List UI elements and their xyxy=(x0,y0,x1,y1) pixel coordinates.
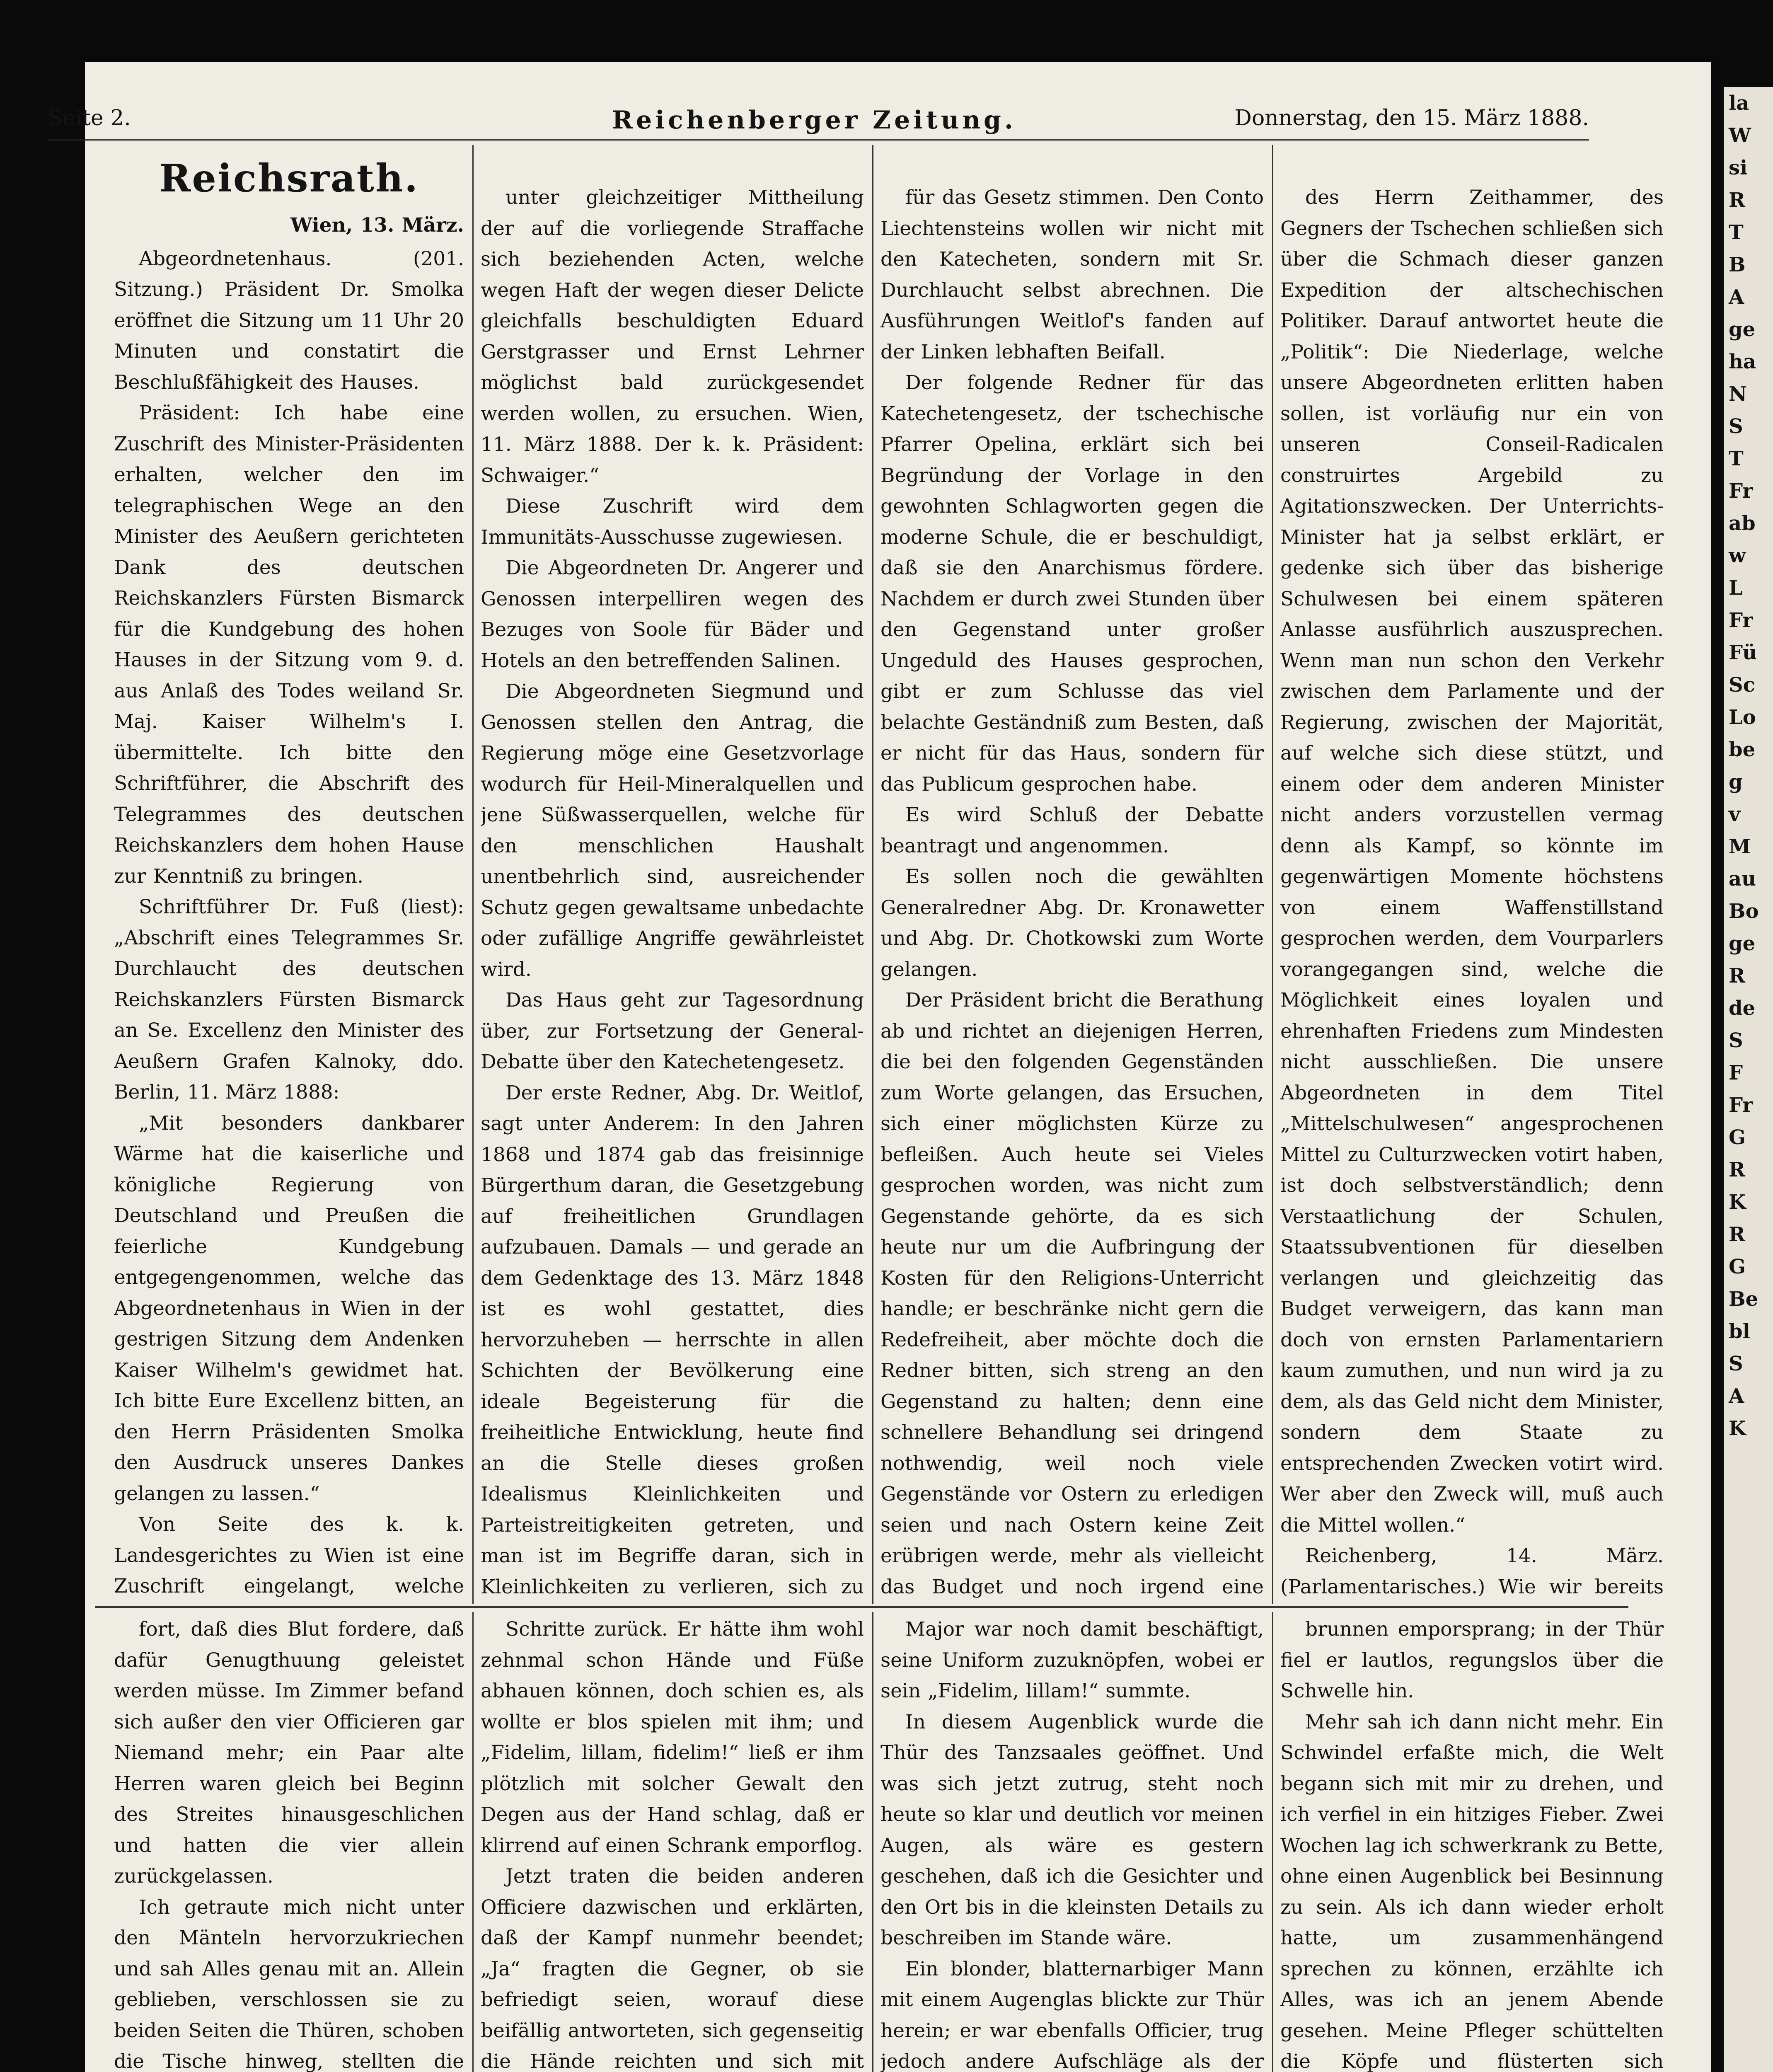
dateline: Wien, 13. März. xyxy=(290,214,464,237)
edge-text-fragment: B xyxy=(1729,253,1746,276)
section-title-reichsrath: Reichsrath. xyxy=(159,156,419,201)
edge-text-fragment: S xyxy=(1729,415,1743,438)
paragraph: Jetzt traten die beiden anderen Officiere dazwischen und erklärten, daß der Kampf nunmehr beendet; „Ja“ fragten die Gegner, ob sie befriedigt seien, worauf diese beifällig antworteten, sich gegenseitig die Hände reichten und sich mit xyxy=(481,1865,864,2072)
edge-text-fragment: F xyxy=(1729,1061,1743,1084)
paragraph: Mehr sah ich dann nicht mehr. Ein Schwindel erfaßte mich, die Welt begann sich mit mir zu drehen, und ich verfiel in ein hitziges Fieber. Zwei Wochen lag ich schwerkrank zu Bette, ohne einen Augenblick bei Besinnung zu sein. Als ich dann wieder erholt hatte, um zusammenhängend sprechen zu können, erzählte ich Alles, was ich an jenem Abende gesehen. Meine Pfleger schüttelten die Köpfe und flüsterten sich xyxy=(1280,1710,1664,2072)
paragraph: Schriftführer Dr. Fuß (liest): „Abschrift eines Telegrammes Sr. Durchlaucht des deutschen Reichskanzlers Fürsten Bismarck an Se. Excellenz den Minister des Aeußern Grafen Kalnoky, ddo. Berlin, 11. März 1888: xyxy=(114,896,464,1104)
edge-text-fragment: Lo xyxy=(1729,706,1756,729)
column-rule xyxy=(472,1612,474,2072)
paragraph: Die Abgeordneten Dr. Angerer und Genossen interpelliren wegen des Bezuges von Soole für Bäder und Hotels an den betreffenden Salinen. xyxy=(481,557,864,672)
column-inland-cont xyxy=(1280,182,1664,1602)
edge-text-fragment: R xyxy=(1729,1158,1745,1181)
edge-text-fragment: T xyxy=(1729,221,1744,244)
paragraph: „Mit besonders dankbarer Wärme hat die kaiserliche und königliche Regierung von Deutschland und Preußen die feierliche Kundgebung entgegengenommen, welche das Abgeordnetenhaus in Wien in der gestrigen Sitzung dem Andenken Kaiser Wilhelm's gewidmet hat. Ich bitte Eure Excellenz bitten, an den Herrn Präsidenten Smolka den Ausdruck unseres Dankes gelangen zu lassen.“ xyxy=(114,1111,464,1505)
edge-text-fragment: S xyxy=(1729,1352,1743,1375)
edge-text-fragment: G xyxy=(1729,1126,1746,1149)
edge-text-fragment: ab xyxy=(1729,512,1756,535)
column-rule xyxy=(472,145,474,1604)
edge-text-fragment: be xyxy=(1729,738,1756,761)
paragraph: unter gleichzeitiger Mittheilung der auf die vorliegende Straffache sich beziehenden Acten, welche wegen Haft der wegen dieser Delicte gleichfalls beschuldigten Eduard Gerstgrasser und Ernst Lehrner möglichst bald zurückgesendet werden wollen, zu ersuchen. Wien, 11. März 1888. Der k. k. Präsident: Schwaiger.“ xyxy=(481,186,864,487)
paragraph: Das Haus geht zur Tagesordnung über, zur Fortsetzung der General-Debatte über den Katechetengesetz. xyxy=(481,989,864,1073)
column-rule xyxy=(1272,145,1273,1604)
edge-text-fragment: w xyxy=(1729,544,1746,567)
edge-text-fragment: L xyxy=(1729,576,1743,600)
edge-text-fragment: R xyxy=(1729,964,1745,988)
paragraph: Reichenberg, 14. März. (Parlamentarisches.) Wie wir bereits xyxy=(1280,1544,1664,1598)
column-debate-inland xyxy=(880,182,1264,1602)
edge-text-fragment: S xyxy=(1729,1029,1743,1052)
newspaper-title: Reichenberger Zeitung. xyxy=(612,106,1016,135)
column-rule xyxy=(872,145,873,1604)
column-rule xyxy=(1272,1612,1273,2072)
edge-text-fragment: Fr xyxy=(1729,1094,1753,1117)
edge-text-fragment: R xyxy=(1729,189,1745,212)
paragraph: Präsident: Ich habe eine Zuschrift des Minister-Präsidenten erhalten, welcher den im telegraphischen Wege an den Minister des Aeußern gerichteten Dank des deutschen Reichskanzlers Fürsten Bismarck für die Kundgebung des hohen Hauses in der Sitzung vom 9. d. aus Anlaß des Todes weiland Sr. Maj. Kaiser Wilhelm's I. übermittelte. Ich bitte den Schriftführer, die Abschrift des Telegrammes des deutschen Reichskanzlers dem hohen Hause zur Kenntniß zu bringen. xyxy=(114,402,464,888)
edge-text-fragment: Fü xyxy=(1729,641,1757,664)
paragraph: In diesem Augenblick wurde die Thür des Tanzsaales geöffnet. Und was sich jetzt zutrug, steht noch heute so klar und deutlich vor meinen Augen, als wäre es gestern geschehen, daß ich die Gesichter und den Ort bis in die kleinsten Details zu beschreiben im Stande wäre. xyxy=(880,1710,1264,1949)
column-rule xyxy=(872,1612,873,2072)
edge-text-fragment: K xyxy=(1729,1191,1746,1214)
paragraph: Der Präsident bricht die Berathung ab und richtet an diejenigen Herren, die bei den folgenden Gegenständen zum Worte gelangen, das Ersuchen, sich einer möglichsten Kürze zu befleißen. Auch heute sei Vieles gesprochen worden, was nicht zum Gegenstande gehörte, da es sich heute nur um die Aufbringung der Kosten für den Religions-Unterricht handle; er beschränke nicht gern die Redefreiheit, aber möchte doch die Redner bitten, sich streng an den Gegenstand zu halten; denn eine schnellere Behandlung sei dringend nothwendig, weil noch viele Gegenstände vor Ostern zu erledigen seien und nach Ostern keine Zeit erübrigen werde, mehr als vielleicht das Budget und noch irgend eine xyxy=(880,989,1264,1598)
edge-text-fragment: W xyxy=(1729,124,1751,147)
paragraph: Ein blonder, blatternarbiger Mann mit einem Augenglas blickte zur Thür herein; er war ebenfalls Officier, trug jedoch andere Aufschläge als der xyxy=(880,1957,1264,2072)
edge-text-fragment: la xyxy=(1729,92,1749,115)
edge-text-fragment: Sc xyxy=(1729,673,1755,697)
paragraph: Ich getraute mich nicht unter den Mänteln hervorzukriechen und sah Alles genau mit an. Allein geblieben, verschlossen sie zu beiden Seiten die Thüren, schoben die Tische hinweg, stellten die xyxy=(114,1895,464,2072)
feuilleton-column xyxy=(114,1614,464,2072)
edge-text-fragment: A xyxy=(1729,286,1744,309)
edge-text-fragment: A xyxy=(1729,1385,1744,1408)
edge-text-fragment: de xyxy=(1729,997,1756,1020)
edge-text-fragment: ha xyxy=(1729,350,1756,373)
feuilleton-column xyxy=(1280,1614,1664,2072)
paragraph: Es sollen noch die gewählten Generalredner Abg. Dr. Kronawetter und Abg. Dr. Chotkowski zum Worte gelangen. xyxy=(880,865,1264,981)
edge-text-fragment: K xyxy=(1729,1417,1746,1440)
paragraph: Die Abgeordneten Siegmund und Genossen stellen den Antrag, die Regierung möge eine Gesetzvorlage wodurch für Heil-Mineralquellen und jene Süßwasserquellen, welche für den menschlichen Haushalt unentbehrlich sind, ausreichender Schutz gegen gewaltsame unbedachte oder zufällige Angriffe gewährleistet wird. xyxy=(481,680,864,981)
edge-text-fragment: au xyxy=(1729,867,1756,891)
paragraph: Major war noch damit beschäftigt, seine Uniform zuzuknöpfen, wobei er sein „Fidelim, lillam!“ summte. xyxy=(880,1618,1264,1702)
paragraph: für das Gesetz stimmen. Den Conto Liechtensteins wollen wir nicht mit den Katecheten, sondern mit Sr. Durchlaucht selbst abrechnen. Die Ausführungen Weitlof's fanden auf der Linken lebhaften Beifall. xyxy=(880,186,1264,363)
edge-text-fragment: T xyxy=(1729,447,1744,470)
page-header xyxy=(48,89,1589,141)
paragraph: Abgeordnetenhaus. (201. Sitzung.) Präsident Dr. Smolka eröffnet die Sitzung um 11 Uhr 20 Minuten und constatirt die Beschlußfähigkeit des Hauses. xyxy=(114,247,464,394)
edge-text-fragment: Fr xyxy=(1729,609,1753,632)
edge-text-fragment: Fr xyxy=(1729,479,1753,503)
edge-text-fragment: G xyxy=(1729,1255,1746,1278)
edge-text-fragment: ge xyxy=(1729,932,1756,955)
edge-text-fragment: si xyxy=(1729,156,1748,179)
paragraph: des Herrn Zeithammer, des Gegners der Tschechen schließen sich über die Schmach dieser ganzen Expedition der altschechischen Politiker. Darauf antwortet heute die „Politik“: Die Niederlage, welche unsere Abgeordneten erlitten haben sollen, ist vorläufig nur ein von unseren Conseil-Radicalen construirtes Argebild zu Agitationszwecken. Der Unterrichts-Minister hat ja selbst erklärt, er gedenke sich über das bisherige Schulwesen bei einem späteren Anlasse ausführlich auszusprechen. Wenn man nun schon den Verkehr zwischen dem Parlamente und der Regierung, zwischen der Majorität, auf welche sich diese stützt, und einem oder dem anderen Minister nicht anders vorzustellen vermag denn als Kampf, so könnte im gegenwärtigen Momente höchstens von einem Waffenstillstand gesprochen werden, dem Vourparlers vorangegangen sind, welche die Möglichkeit eines loyalen und ehrenhaften Friedens zum Mindesten nicht ausschließen. Die unsere Abgeordneten in dem Titel „Mittelschulwesen“ angesprochenen Mittel zu Culturzwecken votirt haben, ist doch selbstverständlich; denn Verstaatlichung der Schulen, Staatssubventionen für dieselben verlangen und gleichzeitig das Budget verweigern, das kann man doch von ernsten Parlamentariern kaum zumuthen, und nun wird ja zu dem, als das Geld nicht dem Minister, sondern dem Staate zu entsprechenden Zwecken votirt wird. Wer aber den Zweck will, muß auch die Mittel wollen.“ xyxy=(1280,186,1664,1537)
feuilleton-rule xyxy=(95,1606,1628,1608)
edge-text-fragment: v xyxy=(1729,803,1740,826)
paragraph: Es wird Schluß der Debatte beantragt und angenommen. xyxy=(880,804,1264,857)
paragraph: fort, daß dies Blut fordere, daß dafür Genugthuung geleistet werden müsse. Im Zimmer befand sich außer den vier Officieren gar Niemand mehr; ein Paar alte Herren waren gleich bei Beginn des Streites hinausgeschlichen und hatten die vier allein zurückgelassen. xyxy=(114,1618,464,1888)
edge-text-fragment: Bo xyxy=(1729,900,1759,923)
paragraph: brunnen emporsprang; in der Thür fiel er lautlos, regungslos über die Schwelle hin. xyxy=(1280,1618,1664,1702)
column-reichsrath-cont xyxy=(481,182,864,1602)
edge-text-fragment: N xyxy=(1729,382,1747,406)
adjacent-page-edge xyxy=(1724,87,1773,2072)
edge-text-fragment: bl xyxy=(1729,1320,1750,1343)
feuilleton-column xyxy=(481,1614,864,2072)
edge-text-fragment: g xyxy=(1729,770,1743,794)
paragraph: Der erste Redner, Abg. Dr. Weitlof, sagt unter Anderem: In den Jahren 1868 und 1874 gab das freisinnige Bürgerthum daran, die Gesetzgebung auf freiheitlichen Grundlagen aufzubauen. Damals — und gerade an dem Gedenktage des 13. März 1848 ist es wohl gestattet, dies hervorzuheben — herrschte in allen Schichten der Bevölkerung eine ideale Begeisterung für die freiheitliche Entwicklung, heute find an die Stelle dieses großen Idealismus Kleinlichkeiten und Parteistreitigkeiten getreten, und man ist im Begriffe daran, sich in Kleinlichkeiten zu verlieren, sich zu xyxy=(481,1081,864,1598)
feuilleton-column xyxy=(880,1614,1264,2072)
issue-date: Donnerstag, den 15. März 1888. xyxy=(1234,106,1589,131)
paragraph: Diese Zuschrift wird dem Immunitäts-Ausschusse zugewiesen. xyxy=(481,495,864,549)
column-reichsrath xyxy=(114,151,464,1602)
edge-text-fragment: Be xyxy=(1729,1288,1758,1311)
page-number: Seite 2. xyxy=(48,106,131,131)
paragraph: Von Seite des k. k. Landesgerichtes zu Wien ist eine Zuschrift eingelangt, welche xyxy=(114,1513,464,1598)
edge-text-fragment: ge xyxy=(1729,318,1756,341)
edge-text-fragment: R xyxy=(1729,1223,1745,1246)
edge-text-fragment: M xyxy=(1729,835,1751,858)
paragraph: Schritte zurück. Er hätte ihm wohl zehnmal schon Hände und Füße abhauen können, doch schien es, als wollte er blos spielen mit ihm; und „Fidelim, lillam, fidelim!“ ließ er ihm plötzlich mit solcher Gewalt den Degen aus der Hand schlag, daß er klirrend auf einen Schrank emporflog. xyxy=(481,1618,864,1857)
paragraph: Der folgende Redner für das Katechetengesetz, der tschechische Pfarrer Opelina, erklärt sich bei Begründung der Vorlage in den gewohnten Schlagworten gegen die moderne Schule, die er beschuldigt, daß sie den Anarchismus fördere. Nachdem er durch zwei Stunden über den Gegenstand unter großer Ungeduld des Hauses gesprochen, gibt er zum Schlusse das viel belachte Geständniß zum Besten, daß er nicht für das Haus, sondern für das Publicum gesprochen habe. xyxy=(880,371,1264,796)
